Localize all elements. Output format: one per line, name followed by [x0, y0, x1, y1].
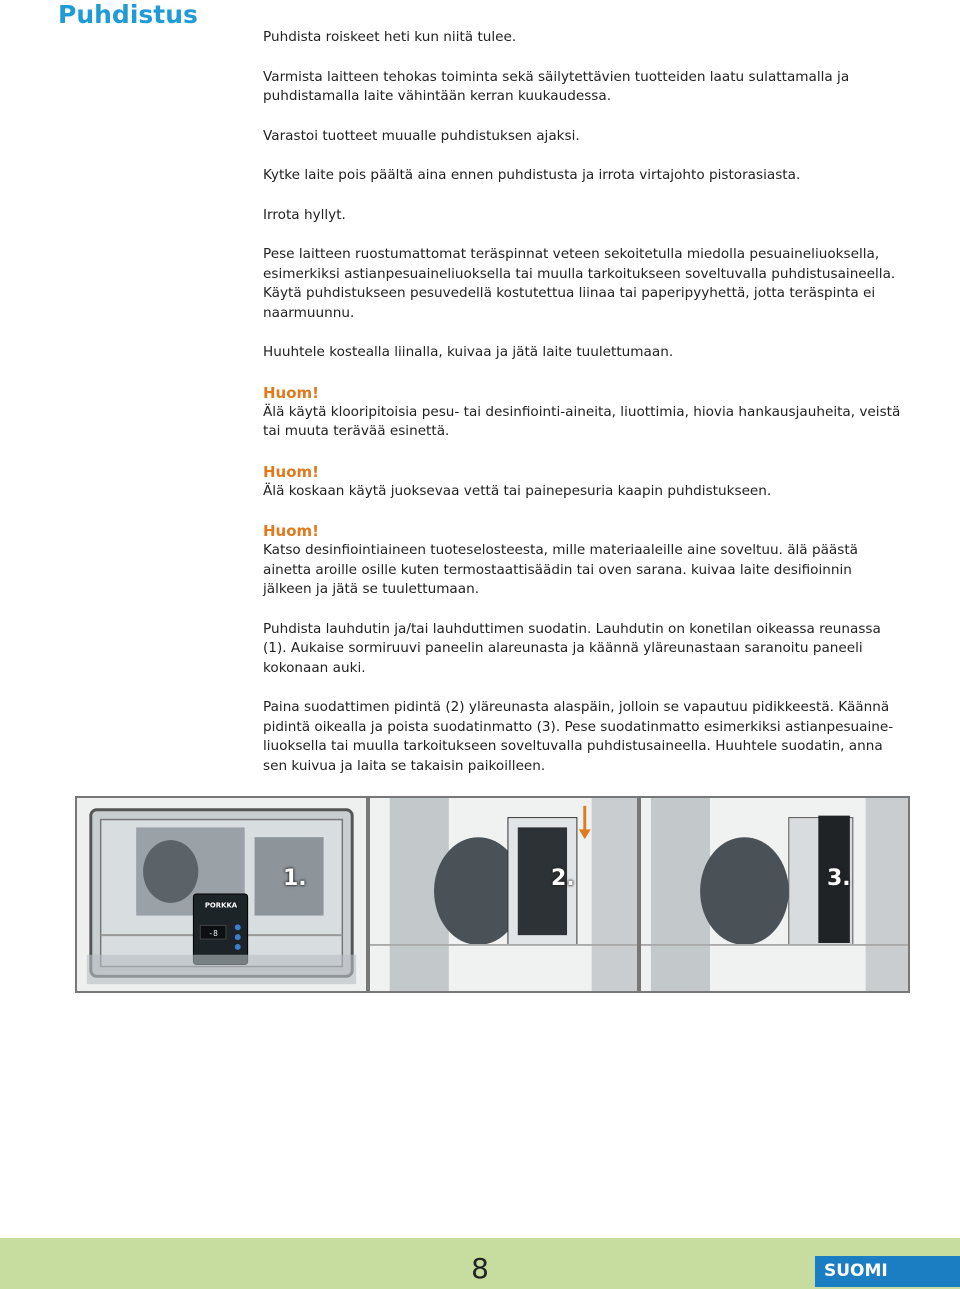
paragraph: Paina suodattimen pidintä (2) yläreunasta alaspäin, jolloin se vapautuu pidikkeestä. Käännä pidintä oikealla ja poista suodatinmatto (3). Pese suodatinmatto esimerkiksi astianpesuaine-liuoksella tai muulla tarkoitukseen soveltuvalla puhdistusaineella. Huuhtele suodatin, anna sen kuivua ja laita se takaisin paikoilleen.	[263, 699, 894, 774]
paragraph: Pese laitteen ruostumattomat teräspinnat veteen sekoitetulla miedolla pesuaineliuoksella, esimerkiksi astianpesuaineliuoksella tai muulla tarkoitukseen soveltuvalla puhdistusaineella. Käytä puhdistukseen pesuvedellä kostutettua liinaa tai paperipyyhettä, jotta teräspinta ei naarmuunnu.	[263, 246, 896, 321]
body-text	[263, 28, 903, 776]
paragraph: Varastoi tuotteet muualle puhdistuksen ajaksi.	[263, 127, 580, 144]
note-block	[263, 462, 903, 502]
condenser-illustration	[368, 796, 639, 993]
paragraph: Puhdista lauhdutin ja/tai lauhduttimen suodatin. Lauhdutin on konetilan oikeassa reunassa (1). Aukaise sormiruuvi paneelin alareunasta ja käännä yläreunastaan saranoitu paneeli kokonaan auki.	[263, 620, 881, 676]
paragraph: Huuhtele kostealla liinalla, kuivaa ja jätä laite tuulettumaan.	[263, 344, 674, 360]
note-label: Huom!	[263, 383, 320, 402]
panel-brand: PORKKA	[204, 901, 238, 910]
paragraph: Puhdista roiskeet heti kun niitä tulee.	[263, 29, 517, 45]
note-label: Huom!	[263, 522, 320, 540]
page-title: Puhdistus	[58, 0, 198, 29]
note-text: Älä käytä klooripitoisia pesu- tai desinfiointi-aineita, liuottimia, hiovia hankausjauheita, veistä tai muuta terävää esinettä.	[263, 403, 901, 439]
note-text: Katso desinfiointiaineen tuoteselosteesta, mille materiaaleille aine soveltuu. älä päästä ainetta aroille osille kuten termostaattisäädin tai oven sarana. kuivaa laite desifioinnin jälkeen ja jätä se tuulettumaan.	[263, 542, 858, 597]
filter-illustration	[639, 796, 910, 993]
paragraph: Kytke laite pois päältä aina ennen puhdistusta ja irrota virtajohto pistorasiasta.	[263, 167, 801, 183]
page-number: 8	[471, 1252, 489, 1285]
paragraph: Varmista laitteen tehokas toiminta sekä säilytettävien tuotteiden laatu sulattamalla ja puhdistamalla laite vähintään kerran kuukaudessa.	[263, 68, 850, 104]
note-block	[263, 521, 903, 600]
paragraph: Irrota hyllyt.	[263, 206, 346, 223]
step-label: 1.	[283, 866, 307, 891]
display-readout: -8	[208, 929, 218, 939]
step-label: 2.	[551, 866, 575, 891]
figure-strip	[75, 796, 910, 993]
note-text: Älä koskaan käytä juoksevaa vettä tai painepesuria kaapin puhdistukseen.	[263, 482, 772, 499]
step-label: 3.	[827, 866, 851, 891]
note-block	[263, 383, 903, 442]
note-label: Huom!	[263, 462, 320, 481]
cabinet-illustration	[75, 796, 368, 993]
language-badge: SUOMI	[815, 1256, 960, 1287]
